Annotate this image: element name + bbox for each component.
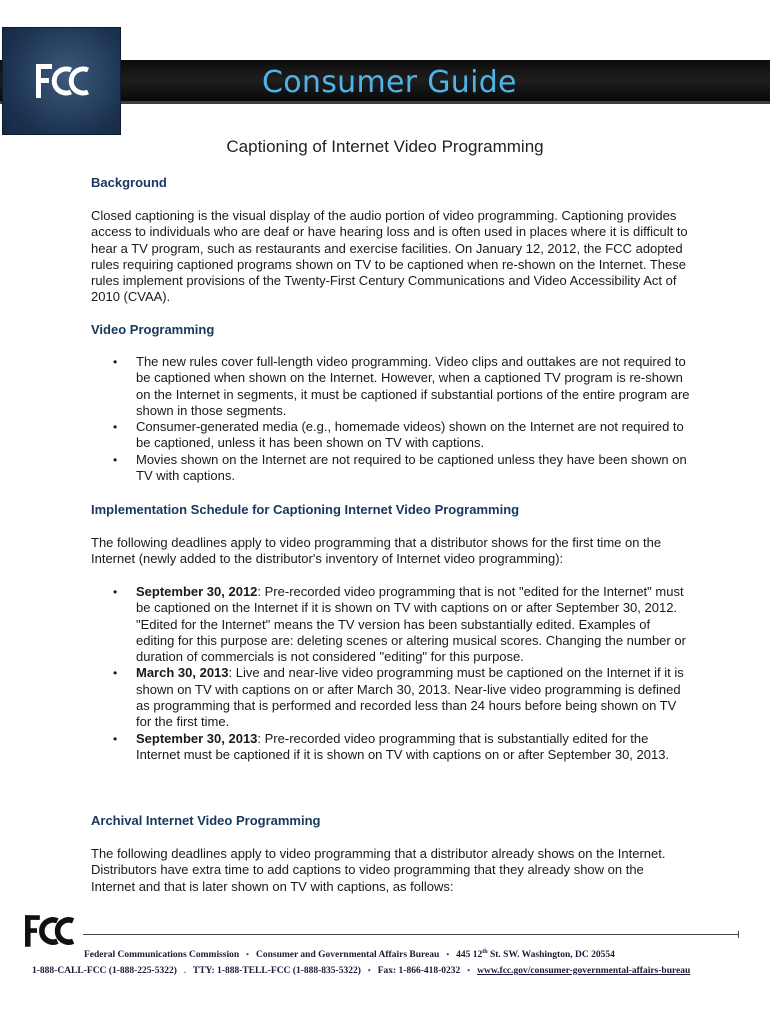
implementation-intro: The following deadlines apply to video programming that a distributor shows for the first time on the Internet (newly added to the distributor's inventory of Internet video programming):	[91, 535, 662, 567]
footer-line-2	[32, 966, 690, 976]
background-paragraph: Closed captioning is the visual display of the audio portion of video programming. Captioning provides access to individuals who are deaf or have hearing loss and is often used in places where it is difficult to hear a TV program, such as restaurants and exercise facilities. On January 12, 2012, the FCC adopted rules requiring captioned programs shown on TV to be captioned when re-shown on the Internet. These rules implement provisions of the Twenty-First Century Communications and Video Accessibility Act of 2010 (CVAA).	[91, 208, 688, 305]
separator-dot: .	[183, 966, 186, 975]
bullet-icon: •	[113, 731, 118, 746]
footer-divider-tick	[738, 931, 739, 938]
list-item-text: Movies shown on the Internet are not required to be captioned unless they have been shown on TV with captions.	[136, 451, 687, 484]
bullet-icon: •	[113, 585, 118, 599]
footer-bureau: Consumer and Governmental Affairs Bureau	[255, 950, 440, 961]
bullet-icon: •	[446, 950, 450, 960]
implementation-list	[91, 584, 691, 763]
section-heading-video-programming: Video Programming	[91, 322, 215, 337]
footer-tty: TTY: 1-888-TELL-FCC (1-888-835-5322)	[192, 966, 361, 976]
deadline-text: : Pre-recorded video programming that is substantially edited for the Internet must be captioned if it is shown on TV with captions on or after September 30, 2013.	[136, 730, 670, 762]
page-title: Consumer Guide	[262, 65, 517, 100]
footer-divider	[83, 934, 739, 935]
list-item	[91, 731, 691, 764]
list-item	[91, 584, 691, 665]
list-item-text: The new rules cover full-length video programming. Video clips and outtakes are not required to be captioned when shown on the Internet. However, when a captioned TV program is re-shown on the Internet in segments, it must be captioned if substantial portions of the entire program are shown in those segments.	[136, 354, 690, 418]
footer-address-street: St. SW. Washington, DC 20554	[487, 950, 615, 961]
deadline-date: March 30, 2013	[136, 665, 229, 681]
list-item	[91, 354, 691, 419]
footer-address	[456, 950, 615, 960]
bullet-icon: •	[113, 355, 118, 369]
bullet-icon: •	[113, 452, 118, 467]
footer-website-link[interactable]: www.fcc.gov/consumer-governmental-affairs-bureau	[477, 966, 691, 976]
list-item-text: Consumer-generated media (e.g., homemade videos) shown on the Internet are not required to be captioned, unless it has been shown on TV with captions.	[136, 419, 684, 451]
section-heading-background: Background	[91, 175, 167, 190]
section-heading-archival: Archival Internet Video Programming	[91, 813, 321, 828]
bullet-icon: •	[367, 966, 371, 975]
list-item	[91, 419, 691, 452]
fcc-logo-icon	[36, 61, 90, 101]
footer-address-number: 445 12	[456, 950, 483, 961]
deadline-date: September 30, 2013	[136, 730, 258, 746]
bullet-icon: •	[113, 420, 118, 435]
bullet-icon: •	[467, 966, 471, 975]
deadline-text: : Live and near-live video programming must be captioned on the Internet if it is shown on TV with captions on or after March 30, 2013. Near-live video programming is defined as programming that is performed and recorded less than 24 hours before being shown on TV for the first time.	[136, 665, 684, 730]
footer-phone: 1-888-CALL-FCC (1-888-225-5322)	[32, 966, 177, 976]
archival-intro: The following deadlines apply to video programming that a distributor already shows on the Internet. Distributors have extra time to add captions to video programming that they already show on the Internet and that is later shown on TV with captions, as follows:	[91, 846, 666, 894]
footer-fax: Fax: 1-866-418-0232	[377, 966, 461, 976]
deadline-text: : Pre-recorded video programming that is not "edited for the Internet" must be captioned on the Internet if it is shown on TV with captions on or after September 30, 2012. "Edited for the Internet" means the TV version has been substantially edited. Examples of editing for this purpose are: deleting scenes or altering musical scores. Changing the number or duration of commercials is not considered "editing" for this purpose.	[136, 584, 686, 665]
footer-fcc-logo	[25, 912, 75, 955]
deadline-date: September 30, 2012	[136, 584, 258, 599]
fcc-logo-icon	[25, 912, 75, 950]
bullet-icon: •	[246, 950, 249, 960]
video-programming-list	[91, 354, 691, 484]
footer-address-sup: th	[482, 949, 488, 955]
list-item	[91, 452, 691, 485]
bullet-icon: •	[113, 666, 118, 681]
footer-agency: Federal Communications Commission	[84, 950, 240, 961]
list-item	[91, 665, 691, 730]
section-heading-implementation: Implementation Schedule for Captioning Internet Video Programming	[91, 502, 520, 517]
document-title: Captioning of Internet Video Programming	[226, 137, 544, 156]
fcc-logo	[2, 27, 121, 135]
footer-line-1	[84, 949, 615, 960]
